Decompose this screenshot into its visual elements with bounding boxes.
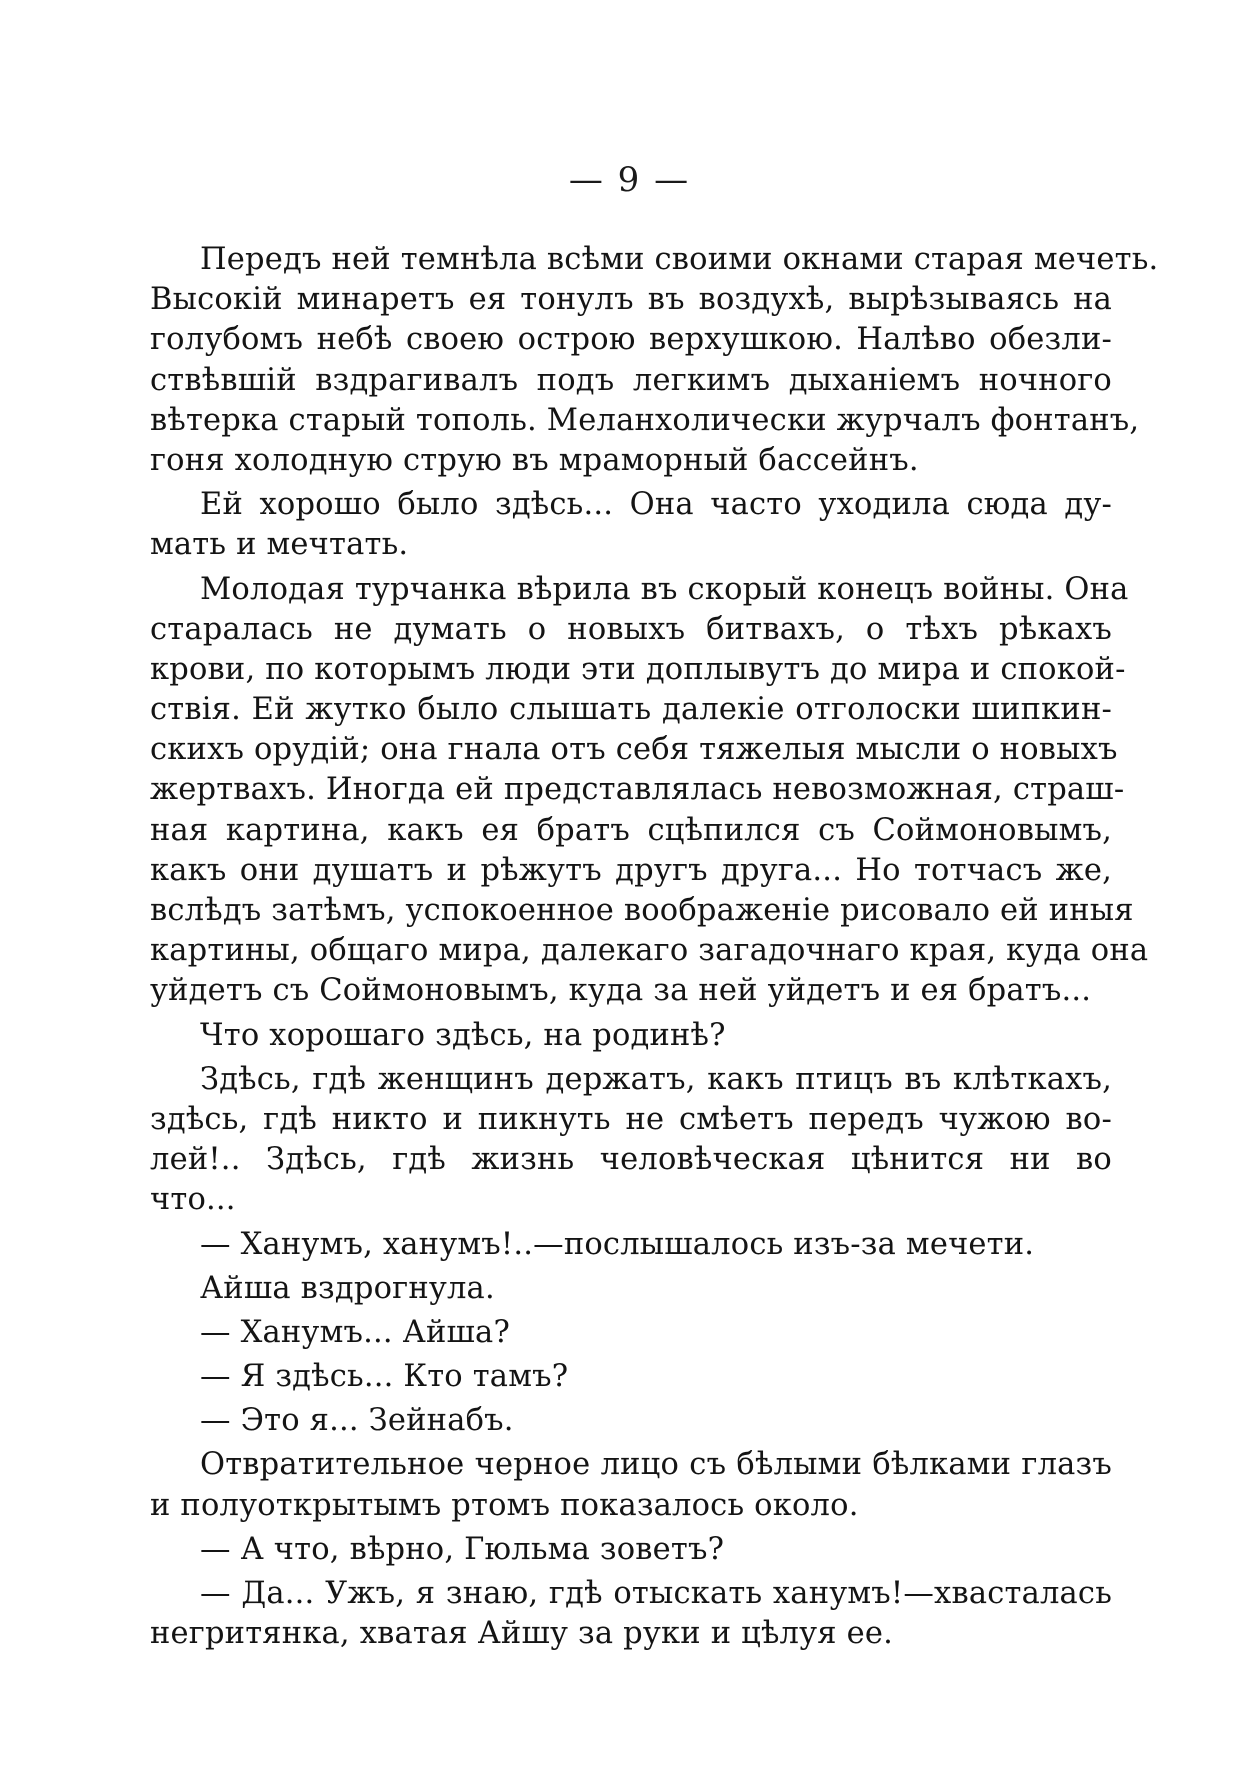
text-line: картины, общаго мира, далекаго загадочнаго края, куда она (150, 933, 1149, 969)
page-number: — 9 — (568, 160, 691, 200)
paragraph (150, 570, 1149, 1012)
text-line: Что хорошаго здѣсь, на родинѣ? (200, 1017, 726, 1053)
paragraph (150, 1445, 1112, 1525)
text-line: — Да... Ужъ, я знаю, гдѣ отыскать ханумъ!—хвасталась (200, 1576, 1112, 1611)
text-line: гоня холодную струю въ мраморный бассейнъ. (150, 442, 919, 478)
paragraph (150, 1530, 1112, 1570)
text-line: крови, по которымъ люди эти доплывутъ до мира и спокой- (150, 651, 1126, 687)
text-line: и полуоткрытымъ ртомъ показалось около. (150, 1487, 859, 1523)
text-line: ная картина, какъ ея братъ сцѣпился съ Соймоновымъ, (150, 812, 1112, 848)
text-line: голубомъ небѣ своею острою верхушкою. Налѣво обезли- (150, 322, 1112, 358)
text-line: здѣсь, гдѣ никто и пикнуть не смѣетъ передъ чужою во- (150, 1101, 1112, 1137)
text-line: Молодая турчанка вѣрила въ скорый конецъ войны. Она (200, 571, 1129, 607)
paragraph (150, 1016, 1112, 1056)
paragraph (150, 1225, 1112, 1265)
text-line: Передъ ней темнѣла всѣми своими окнами старая мечеть. (200, 242, 1159, 277)
paragraph (150, 1357, 1112, 1397)
paragraph (150, 1401, 1112, 1441)
text-line: Отвратительное черное лицо съ бѣлыми бѣлками глазъ (200, 1447, 1112, 1483)
text-line: скихъ орудій; она гнала отъ себя тяжелыя мысли о новыхъ (150, 732, 1118, 768)
text-line: мать и мечтать. (150, 527, 409, 563)
text-line: вѣтерка старый тополь. Меланхолически журчалъ фонтанъ, (150, 402, 1140, 438)
paragraph (150, 1574, 1112, 1654)
paragraph (150, 485, 1112, 565)
text-line: Айша вздрогнула. (200, 1270, 495, 1306)
text-line: — Ханумъ, ханумъ!..—послышалось изъ-за мечети. (200, 1226, 1035, 1262)
text-line: что... (150, 1182, 236, 1218)
text-line: ствія. Ей жутко было слышать далекіе отголоски шипкин- (150, 692, 1112, 728)
paragraph (150, 240, 1159, 481)
text-line: ствѣвшій вздрагивалъ подъ легкимъ дыханіемъ ночного (150, 362, 1112, 398)
text-line: негритянка, хватая Айшу за руки и цѣлуя ее. (150, 1616, 894, 1652)
paragraph (150, 1313, 1112, 1353)
text-line: — Ханумъ... Айша? (200, 1314, 510, 1350)
text-line: лей!.. Здѣсь, гдѣ жизнь человѣческая цѣнится ни во (150, 1142, 1112, 1178)
text-line: какъ они душатъ и рѣжутъ другъ друга... Но тотчасъ же, (150, 852, 1112, 888)
text-line: — Это я... Зейнабъ. (200, 1403, 514, 1439)
paragraph (150, 1060, 1112, 1221)
text-line: Здѣсь, гдѣ женщинъ держатъ, какъ птицъ въ клѣткахъ, (200, 1061, 1112, 1097)
text-line: Ей хорошо было здѣсь... Она часто уходила сюда ду- (200, 487, 1112, 523)
text-line: — Я здѣсь... Кто тамъ? (200, 1359, 569, 1395)
body-text (150, 240, 1159, 1654)
text-line: — А что, вѣрно, Гюльма зоветъ? (200, 1531, 725, 1567)
text-line: Высокій минаретъ ея тонулъ въ воздухѣ, вырѣзываясь на (150, 282, 1112, 318)
text-line: старалась не думать о новыхъ битвахъ, о тѣхъ рѣкахъ (150, 611, 1112, 647)
text-line: уйдетъ съ Соймоновымъ, куда за ней уйдетъ и ея братъ... (150, 973, 1092, 1009)
text-line: вслѣдъ затѣмъ, успокоенное воображеніе рисовало ей иныя (150, 893, 1134, 928)
text-line: жертвахъ. Иногда ей представлялась невозможная, страш- (150, 772, 1125, 808)
paragraph (150, 1269, 1112, 1309)
